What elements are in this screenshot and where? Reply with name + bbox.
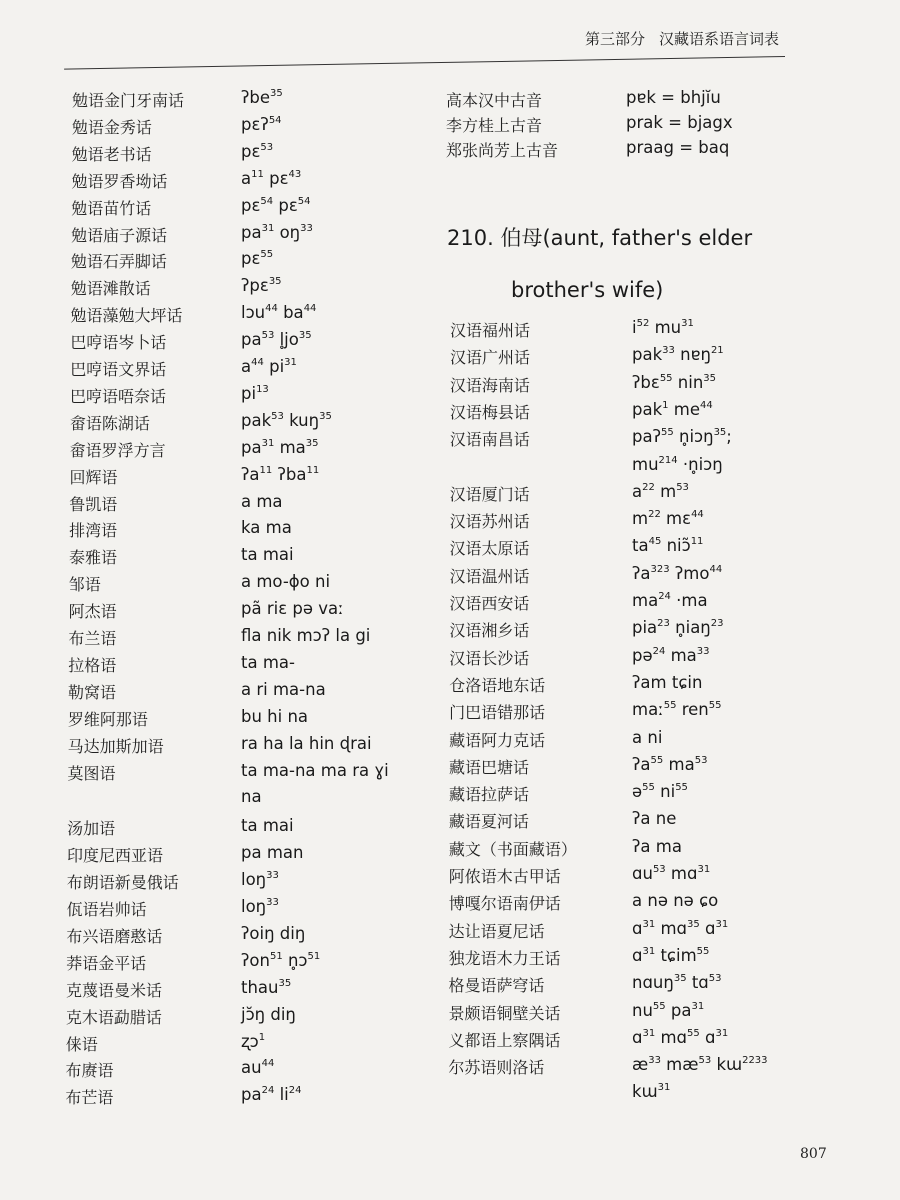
word-form: pɛ$^{55}$ bbox=[241, 249, 274, 269]
entry-gloss-line1: (aunt, father's elder bbox=[542, 226, 753, 250]
word-form: pɛʔ$^{54}$ bbox=[241, 114, 282, 134]
word-form: $pa^{31}$ $ma^{35}$ bbox=[241, 437, 319, 457]
language-name: 巴哼语岑卜话 bbox=[70, 333, 167, 353]
language-name: 藏语拉萨话 bbox=[448, 785, 529, 805]
entry-number: 210. bbox=[447, 226, 494, 250]
word-form: $pa^{31}$ $oŋ^{33}$ bbox=[241, 222, 313, 242]
word-form: ʔon$^{51}$ n̥ɔ$^{51}$ bbox=[241, 950, 321, 970]
language-name: 格曼语萨穹话 bbox=[448, 976, 545, 996]
word-form: ka ma bbox=[241, 518, 292, 538]
word-form: ʔa ma bbox=[632, 836, 682, 856]
word-form: fla nik mɔʔ la gi bbox=[241, 626, 371, 645]
language-name: 罗维阿那语 bbox=[67, 709, 148, 729]
language-name: 汉语南昌话 bbox=[449, 430, 530, 450]
language-name: 汉语西安话 bbox=[449, 594, 530, 613]
word-form: ta mai bbox=[241, 545, 294, 565]
word-form: bu hi na bbox=[241, 706, 309, 726]
language-name: 藏语夏河话 bbox=[448, 812, 529, 832]
word-form: a ma bbox=[241, 491, 283, 511]
word-form: ɑ$^{31}$ mɑ$^{35}$ ɑ$^{31}$ bbox=[632, 918, 729, 938]
language-name: 泰雅语 bbox=[68, 548, 117, 568]
language-name: 拉格语 bbox=[68, 655, 117, 675]
entry-headword: 伯母 bbox=[500, 226, 543, 250]
language-name: 尔苏语则洛话 bbox=[448, 1058, 545, 1078]
language-name: 勉语金秀话 bbox=[71, 117, 152, 137]
language-name: 勉语苗竹话 bbox=[71, 198, 152, 218]
language-name: 汉语梅县话 bbox=[449, 402, 530, 422]
language-name: 高本汉中古音 bbox=[446, 91, 543, 110]
word-form: ʐɔ$^1$ bbox=[241, 1031, 266, 1051]
language-name: 李方桂上古音 bbox=[446, 116, 543, 135]
word-form: praag = baq bbox=[626, 138, 730, 157]
language-name: 藏文（书面藏语） bbox=[448, 839, 577, 859]
language-name: 巴哼语唔奈话 bbox=[70, 386, 167, 406]
word-form: ta ma- bbox=[241, 652, 295, 672]
word-form: ʔbe$^{35}$ bbox=[241, 88, 283, 107]
header-rule bbox=[64, 56, 785, 70]
word-form: loŋ$^{33}$ bbox=[241, 897, 279, 916]
language-name: 畲语罗浮方言 bbox=[69, 440, 166, 460]
language-name: 俫语 bbox=[65, 1034, 98, 1054]
word-form: ʔa$^{55}$ $ma^{53}$ bbox=[632, 754, 708, 774]
language-name: 仓洛语地东话 bbox=[449, 675, 546, 695]
language-name: 克蔑语曼米话 bbox=[66, 980, 163, 1000]
word-form: $au^{44}$ bbox=[241, 1058, 275, 1078]
word-form: pɐk = bhjĭu bbox=[626, 88, 721, 107]
language-name: 勉语金门牙南话 bbox=[72, 91, 185, 110]
word-form: loŋ$^{33}$ bbox=[241, 870, 279, 890]
word-form: ʔa$^{323}$ ʔmo$^{44}$ bbox=[632, 563, 723, 583]
word-form: $ma^{24} \cdot ma$ bbox=[632, 591, 708, 610]
language-name: 阿杰语 bbox=[68, 602, 117, 622]
word-form: ta mai bbox=[241, 816, 294, 836]
language-name: 马达加斯加语 bbox=[67, 736, 164, 756]
language-name: 布赓语 bbox=[65, 1061, 114, 1081]
header-title: 汉藏语系语言词表 bbox=[659, 30, 780, 48]
language-name: 巴哼语文界话 bbox=[70, 360, 167, 379]
word-form: a nə nə ɕo bbox=[632, 891, 719, 911]
language-name: 布芒语 bbox=[65, 1088, 114, 1108]
word-form: ɑu$^{53}$ mɑ$^{31}$ bbox=[632, 864, 711, 883]
word-form: $pa^{53}$ $l̥jo^{35}$ bbox=[241, 330, 312, 350]
word-form: ra ha la hin ɖrai bbox=[241, 733, 372, 753]
language-name: 郑张尚芳上古音 bbox=[446, 141, 559, 160]
word-form: pak$^{53}$ kuŋ$^{35}$ bbox=[241, 410, 332, 430]
language-name: 莫图语 bbox=[67, 763, 116, 783]
word-form: pak$^1$ $me^{44}$ bbox=[632, 399, 713, 419]
language-name: 莽语金平话 bbox=[66, 953, 147, 973]
language-name: 汤加语 bbox=[67, 819, 116, 839]
language-name: 博嘎尔语南伊话 bbox=[448, 894, 561, 914]
word-form: $ta^{45}$ niɔ̃$^{11}$ bbox=[632, 536, 704, 556]
word-form: $nu^{55}$ $pa^{31}$ bbox=[632, 1000, 705, 1020]
language-name: 勉语罗香坳话 bbox=[71, 171, 168, 191]
word-form: ɑ$^{31}$ tɕim$^{55}$ bbox=[632, 945, 710, 965]
word-form: pia$^{23}$ n̥iaŋ$^{23}$ bbox=[632, 618, 724, 638]
language-name: 义都语上察隅话 bbox=[448, 1030, 561, 1050]
word-form: $mu^{214}$ ·n̥iɔŋ bbox=[632, 454, 723, 474]
entry-heading bbox=[447, 222, 752, 252]
language-name: 汉语温州话 bbox=[449, 566, 530, 586]
word-form: nɑuŋ$^{35}$ tɑ$^{53}$ bbox=[632, 973, 722, 993]
word-form: $m^{22}$ mɛ$^{44}$ bbox=[632, 509, 704, 529]
word-form: ʔoiŋ diŋ bbox=[241, 923, 306, 943]
word-form: $æ^{33}$ $mæ^{53}$ kɯ$^{2233}$ bbox=[632, 1055, 768, 1075]
language-name: 门巴语错那话 bbox=[449, 703, 546, 723]
language-name: 汉语苏州话 bbox=[449, 512, 530, 532]
language-name: 勉语庙子源话 bbox=[71, 225, 168, 245]
language-name: 勉语滩散话 bbox=[70, 279, 151, 299]
language-name: 阿侬语木古甲话 bbox=[448, 867, 561, 886]
word-form: ʔa ne bbox=[632, 809, 677, 829]
language-name: 勉语石弄脚话 bbox=[70, 252, 167, 272]
word-form: $a^{11}$ pɛ$^{43}$ bbox=[241, 168, 302, 188]
language-name: 佤语岩帅话 bbox=[66, 900, 147, 919]
word-form: ə$^{55}$ $ni^{55}$ bbox=[632, 782, 688, 802]
word-form: prak = bjagx bbox=[626, 113, 733, 132]
language-name: 鲁凯语 bbox=[69, 494, 118, 514]
language-name: 汉语海南话 bbox=[449, 375, 530, 395]
word-form: $pa^{24}$ $li^{24}$ bbox=[241, 1085, 302, 1105]
language-name: 汉语湘乡话 bbox=[449, 621, 530, 641]
language-name: 汉语福州话 bbox=[450, 321, 531, 340]
word-form: maː$^{55}$ ren$^{55}$ bbox=[632, 700, 722, 720]
language-name: 景颇语铜壁关话 bbox=[448, 1003, 561, 1023]
word-form: ɑ$^{31}$ mɑ$^{55}$ ɑ$^{31}$ bbox=[632, 1027, 729, 1047]
language-name: 布朗语新曼俄话 bbox=[66, 873, 179, 893]
language-name: 勉语藻勉大坪话 bbox=[70, 306, 183, 326]
language-name: 回辉语 bbox=[69, 467, 118, 487]
running-header bbox=[585, 28, 779, 49]
language-name: 克木语勐腊话 bbox=[65, 1007, 162, 1027]
language-name: 布兰语 bbox=[68, 629, 117, 648]
word-form: ʔa$^{11}$ ʔba$^{11}$ bbox=[241, 464, 320, 484]
word-form: $a^{44}$ $pi^{31}$ bbox=[241, 357, 297, 376]
language-name: 邹语 bbox=[68, 575, 101, 595]
word-form: thau$^{35}$ bbox=[241, 977, 292, 997]
word-form: ʔpɛ$^{35}$ bbox=[241, 276, 282, 296]
word-form: a mo-ɸo ni bbox=[241, 572, 331, 592]
page-number: 807 bbox=[800, 1146, 827, 1162]
header-section: 第三部分 bbox=[585, 30, 646, 48]
word-form: ʔbɛ$^{55}$ nin$^{35}$ bbox=[632, 372, 717, 392]
word-form: ʔam tɕin bbox=[632, 672, 703, 692]
word-form: paʔ$^{55}$ n̥iɔŋ$^{35}$; bbox=[632, 427, 732, 447]
language-name: 汉语厦门话 bbox=[449, 484, 530, 504]
word-form: pã riɛ pə vaː bbox=[241, 599, 344, 619]
entry-gloss-line2: brother's wife) bbox=[511, 278, 664, 302]
word-form: pak$^{33}$ nɐŋ$^{21}$ bbox=[632, 345, 724, 365]
language-name: 藏语阿力克话 bbox=[449, 730, 546, 750]
word-form: a ri ma-na bbox=[241, 679, 326, 699]
word-form: kɯ$^{31}$ bbox=[632, 1082, 671, 1102]
word-form: a ni bbox=[632, 727, 663, 747]
word-form: na bbox=[241, 787, 262, 807]
word-form: ta ma-na ma ra ɣi bbox=[241, 760, 389, 780]
language-name: 勒窝语 bbox=[68, 682, 117, 702]
word-form: pɛ$^{54}$ pɛ$^{54}$ bbox=[241, 195, 311, 215]
word-form: $i^{52}$ $mu^{31}$ bbox=[632, 318, 694, 337]
language-name: 达让语夏尼话 bbox=[448, 921, 545, 941]
language-name: 汉语广州话 bbox=[449, 348, 530, 368]
language-name: 印度尼西亚语 bbox=[66, 846, 163, 866]
word-form: jɔ̆ŋ diŋ bbox=[241, 1004, 296, 1024]
language-name: 藏语巴塘话 bbox=[449, 757, 530, 777]
word-form: $a^{22}$ $m^{53}$ bbox=[632, 481, 689, 501]
word-form: $pi^{13}$ bbox=[241, 383, 269, 403]
language-name: 汉语长沙话 bbox=[449, 648, 530, 668]
language-name: 布兴语磨憨话 bbox=[66, 926, 163, 946]
word-form: pə$^{24}$ $ma^{33}$ bbox=[632, 645, 710, 665]
word-form: pɛ$^{53}$ bbox=[241, 141, 274, 161]
language-name: 独龙语木力王话 bbox=[448, 948, 561, 968]
language-name: 汉语太原话 bbox=[449, 539, 530, 559]
word-form: lɔu$^{44}$ $ba^{44}$ bbox=[241, 303, 317, 323]
language-name: 畲语陈湖话 bbox=[69, 413, 150, 433]
word-form: pa man bbox=[241, 843, 304, 863]
language-name: 勉语老书话 bbox=[71, 144, 152, 164]
language-name: 排湾语 bbox=[69, 521, 118, 541]
